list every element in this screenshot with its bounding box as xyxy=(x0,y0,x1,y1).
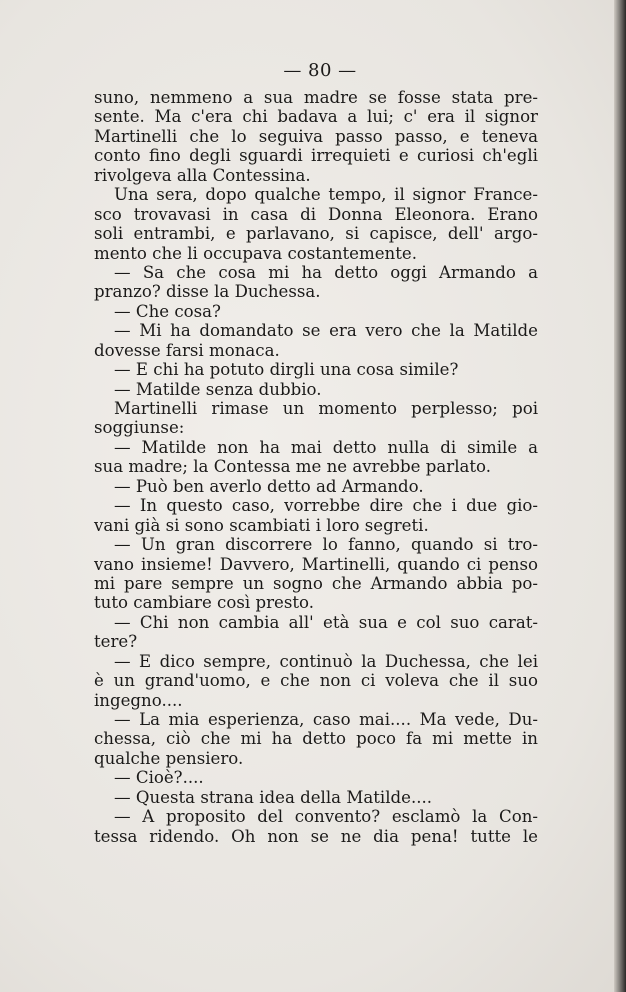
text-line: sua madre; la Contessa me ne avrebbe parlato. xyxy=(94,457,492,477)
body-text xyxy=(94,88,538,846)
text-line: soggiunse: xyxy=(94,418,185,438)
text-line: sco trovavasi in casa di Donna Eleonora. Erano xyxy=(94,204,538,224)
text-line: — Questa strana idea della Matilde.... xyxy=(114,787,433,807)
text-line: — La mia esperienza, caso mai.... Ma vede, Du- xyxy=(114,710,538,729)
text-line: mento che li occupava costantemente. xyxy=(94,243,418,263)
text-line: — Sa che cosa mi ha detto oggi Armando a xyxy=(114,262,538,282)
text-line: pranzo? disse la Duchessa. xyxy=(94,282,321,302)
text-line: — E dico sempre, continuò la Duchessa, che lei xyxy=(114,651,538,671)
text-line: — Matilde non ha mai detto nulla di simile a xyxy=(114,437,538,457)
text-line: Martinelli rimase un momento perplesso; poi xyxy=(114,399,538,418)
page-number: — 80 — xyxy=(283,60,357,81)
text-line: — Mi ha domandato se era vero che la Matilde xyxy=(114,321,538,341)
text-line: tuto cambiare così presto. xyxy=(94,593,314,613)
text-line: — In questo caso, vorrebbe dire che i due gio- xyxy=(114,496,538,516)
text-line: — Un gran discorrere lo fanno, quando si tro- xyxy=(114,535,538,555)
text-line: tessa ridendo. Oh non se ne dia pena! tutte le xyxy=(94,826,538,846)
text-line: vani già si sono scambiati i loro segreti. xyxy=(94,515,429,535)
text-line: rivolgeva alla Contessina. xyxy=(94,165,311,185)
text-line: è un grand'uomo, e che non ci voleva che il suo xyxy=(94,671,538,691)
text-line: tere? xyxy=(94,632,138,652)
text-line: ingegno.... xyxy=(94,690,183,710)
text-line: conto fino degli sguardi irrequieti e curiosi ch'egli xyxy=(94,146,538,166)
text-line: Una sera, dopo qualche tempo, il signor France- xyxy=(114,185,538,205)
text-line: — Chi non cambia all' età sua e col suo carat- xyxy=(114,612,538,632)
text-line: — E chi ha potuto dirgli una cosa simile? xyxy=(114,360,459,380)
text-line: qualche pensiero. xyxy=(94,748,244,768)
book-spine-shadow xyxy=(614,0,626,992)
text-line: vano insieme! Davvero, Martinelli, quando ci penso xyxy=(94,554,538,574)
text-line: sente. Ma c'era chi badava a lui; c' era il signor xyxy=(94,107,538,127)
text-line: — A proposito del convento? esclamò la Con- xyxy=(114,807,538,827)
text-line: chessa, ciò che mi ha detto poco fa mi mette in xyxy=(94,729,538,749)
text-line: — Che cosa? xyxy=(114,301,221,321)
text-line: Martinelli che lo seguiva passo passo, e teneva xyxy=(94,126,538,146)
text-line: soli entrambi, e parlavano, si capisce, dell' argo- xyxy=(94,224,538,244)
text-line: — Matilde senza dubbio. xyxy=(114,379,322,399)
text-line: mi pare sempre un sogno che Armando abbia po- xyxy=(94,573,538,593)
text-line: suno, nemmeno a sua madre se fosse stata pre- xyxy=(94,88,538,107)
text-line: dovesse farsi monaca. xyxy=(94,340,280,360)
text-line: — Può ben averlo detto ad Armando. xyxy=(114,476,424,496)
text-line: — Cioè?.... xyxy=(114,768,204,788)
